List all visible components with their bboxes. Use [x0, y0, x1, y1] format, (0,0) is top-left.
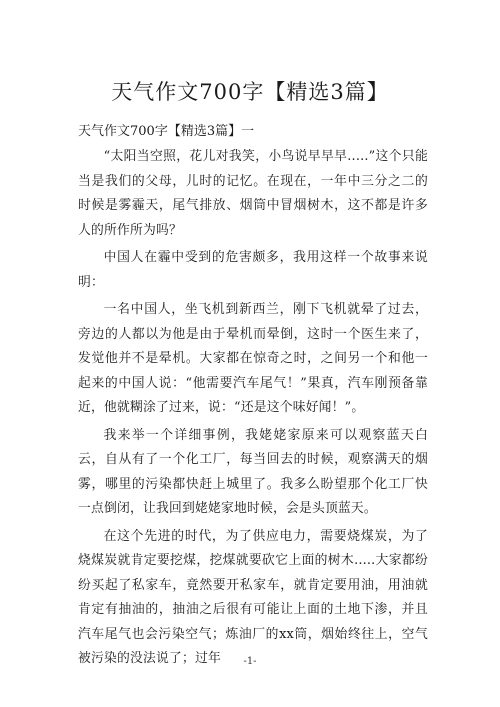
paragraph-5: 在这个先进的时代，为了供应电力，需要烧煤炭，为了烧煤炭就肯定要挖煤，挖煤就要砍它上面的树木.....大家都纷纷买起了私家车，竟然要开私家车，就肯定要用油，用油就肯定有抽油的，抽油之后很有可能让上面的土地下渗，并且汽车尾气也会污染空气；炼油厂的xx筒，烟始终往上，空气被污染的没法说了；过年 [78, 528, 428, 666]
paragraph-2: 中国人在霾中受到的危害颇多，我用这样一个故事来说明： [78, 250, 428, 290]
paragraph-1: “太阳当空照，花儿对我笑，小鸟说早早早.....”这个只能当是我们的父母，儿时的记忆。在现在，一年中三分之二的时候是雾霾天，尾气排放、烟筒中冒烟树木，这不都是许多人的所作所为吗？ [78, 149, 428, 238]
paragraph-3: 一名中国人，坐飞机到新西兰，刚下飞机就晕了过去，旁边的人都以为他是由于晕机而晕倒，这时一个医生来了，发觉他并不是晕机。大家都在惊奇之时，之间另一个和他一起来的中国人说：“他需要汽车尾气！”果真，汽车刚预备靠近，他就糊涂了过来，说：“还是这个味好闻！”。 [78, 302, 428, 415]
section-subtitle: 天气作文700字【精选3篇】一 [78, 124, 255, 139]
document-title: 天气作文700字【精选3篇】 [111, 80, 389, 104]
paragraph-4: 我来举一个详细事例，我姥姥家原来可以观察蓝天白云，自从有了一个化工厂，每当回去的时候，观察满天的烟雾，哪里的污染都快赶上城里了。我多么盼望那个化工厂快一点倒闭，让我回到姥姥家地时候，会是头顶蓝天。 [78, 427, 428, 516]
page-number: -1- [243, 656, 257, 667]
body-text [78, 145, 428, 675]
